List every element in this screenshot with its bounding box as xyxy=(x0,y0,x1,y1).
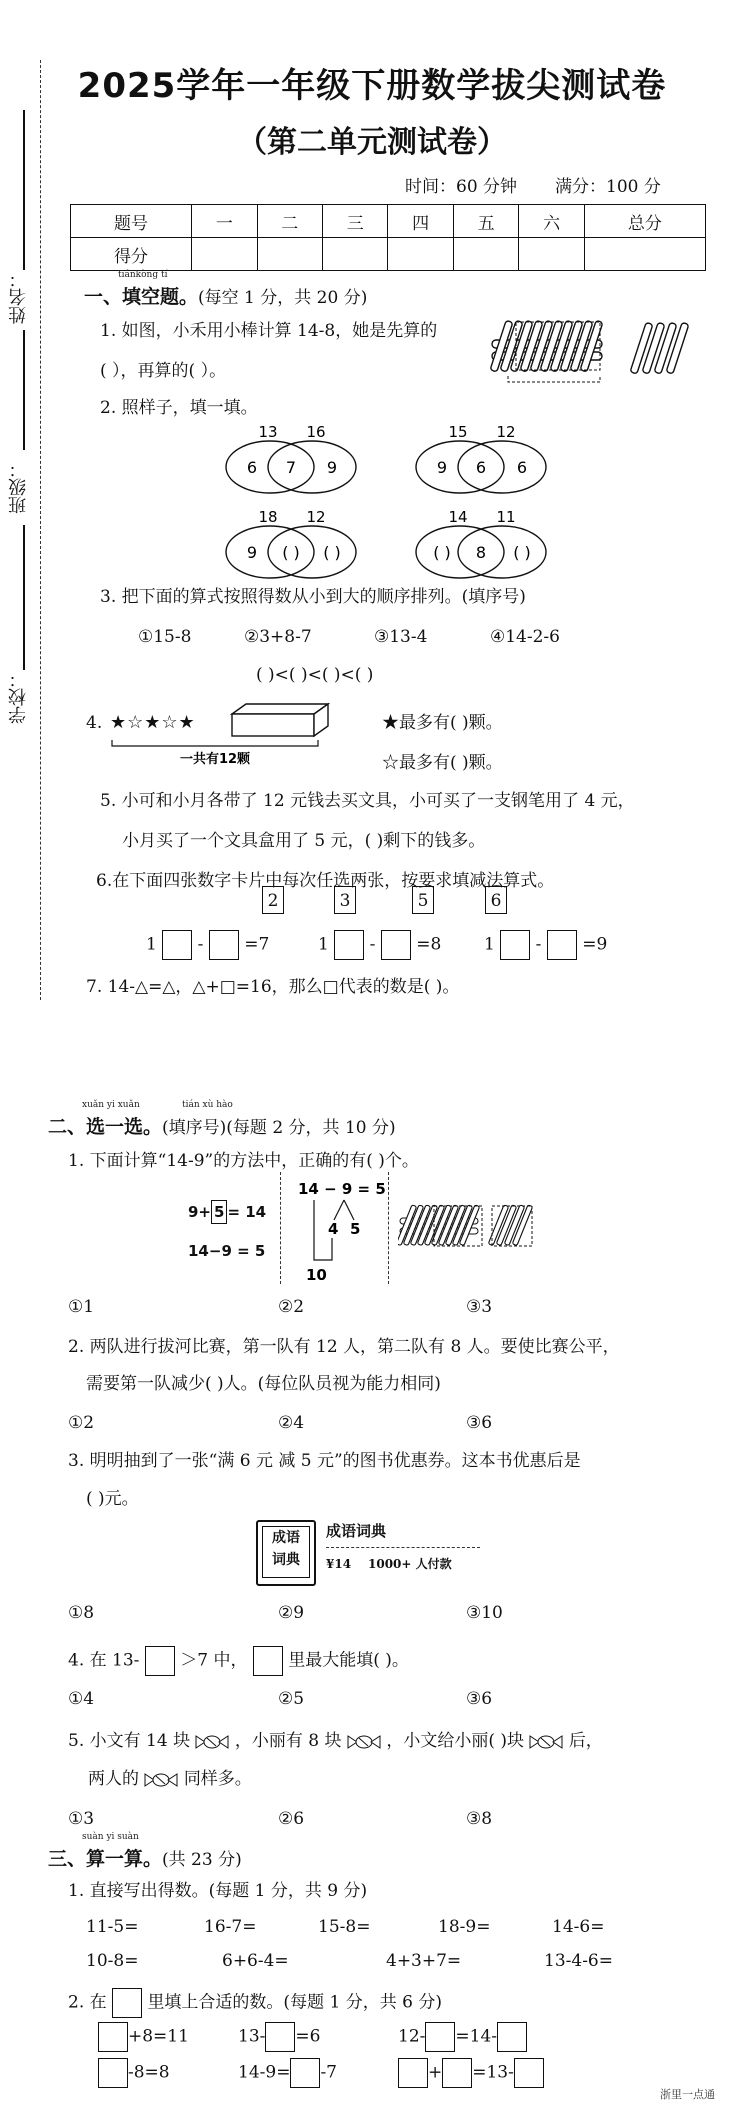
s3-q2-box-sample xyxy=(112,1988,142,2018)
calc-item[interactable]: 14-6= xyxy=(552,1917,605,1937)
score-table-score-row xyxy=(71,238,706,271)
calc-item[interactable]: 11-5= xyxy=(86,1917,139,1937)
q4-bracket xyxy=(110,738,320,768)
q3-item: ②3+8-7 xyxy=(244,627,312,647)
fill-equation xyxy=(98,2058,170,2088)
section1-title xyxy=(84,282,367,309)
eq-text: 12- xyxy=(398,2026,426,2047)
s2-q3-line2: ( )元。 xyxy=(86,1489,139,1509)
q6-blank[interactable] xyxy=(209,930,239,960)
s2-q1-option[interactable]: ①1 xyxy=(68,1297,95,1317)
calc-item[interactable]: 16-7= xyxy=(204,1917,257,1937)
venn-exercise-2 xyxy=(412,510,552,590)
cut-line xyxy=(40,60,41,1000)
q6-result: =9 xyxy=(582,934,608,955)
venn-middle: 8 xyxy=(475,543,487,562)
s2-q4-part: 4. 在 13- xyxy=(68,1650,140,1671)
s3-q2-part: 2. 在 xyxy=(68,1992,107,2013)
s2-q4-option[interactable]: ①4 xyxy=(68,1689,95,1709)
q6-lead: 1 xyxy=(146,934,157,955)
score-entry[interactable] xyxy=(453,238,518,271)
method1-box: 5 xyxy=(211,1200,227,1224)
method2-diagram xyxy=(292,1176,392,1286)
s2-q2-option[interactable]: ③6 xyxy=(466,1413,493,1433)
section2-pinyin-2: tián xù hào xyxy=(182,1100,233,1110)
q6-equation xyxy=(146,930,269,960)
venn-right-blank[interactable]: ( ) xyxy=(513,543,531,562)
method-divider xyxy=(280,1172,281,1284)
fill-box[interactable] xyxy=(442,2058,472,2088)
q2-text: 2. 照样子，填一填。 xyxy=(100,398,258,418)
class-label: 班级： xyxy=(8,460,29,514)
s2-q1-option[interactable]: ③3 xyxy=(466,1297,493,1317)
method2-result: 10 xyxy=(306,1266,327,1284)
star-box-illustration xyxy=(230,700,330,742)
venn-example-1 xyxy=(222,425,362,505)
score-table-header-row xyxy=(71,205,706,238)
s2-q4-box[interactable] xyxy=(145,1646,175,1676)
number-card: 5 xyxy=(412,886,434,914)
bracket xyxy=(508,376,600,382)
fill-box[interactable] xyxy=(425,2022,455,2052)
venn-left: 9 xyxy=(246,543,258,562)
eq-text: +8=11 xyxy=(128,2026,189,2047)
fill-equation xyxy=(98,2022,189,2052)
q1-line2: ( ），再算的( ）。 xyxy=(100,361,227,381)
fill-equation xyxy=(238,2058,337,2088)
book-price: ¥14 xyxy=(326,1557,352,1571)
section3-pinyin: suàn yi suàn xyxy=(82,1832,139,1842)
q6-minus: - xyxy=(535,934,542,955)
s2-q5-option[interactable]: ②6 xyxy=(278,1809,305,1829)
section2-note: (填序号)(每题 2 分，共 10 分) xyxy=(162,1118,396,1138)
s2-q1-option[interactable]: ②2 xyxy=(278,1297,305,1317)
q4-box-label: 一共有12颗 xyxy=(179,752,251,767)
q6-lead: 1 xyxy=(318,934,329,955)
method2-split-a: 4 xyxy=(328,1220,339,1238)
method1-suffix: = 14 xyxy=(227,1203,267,1221)
score-cell: 总分 xyxy=(584,205,705,238)
venn-middle: 7 xyxy=(285,458,297,477)
eq-text: 13- xyxy=(238,2026,266,2047)
fill-equation xyxy=(398,2022,527,2052)
eq-text: =13- xyxy=(472,2062,514,2083)
candy-icon xyxy=(144,1770,178,1790)
fill-box[interactable] xyxy=(98,2058,128,2088)
calc-item[interactable]: 18-9= xyxy=(438,1917,491,1937)
q6-text: 6.在下面四张数字卡片中每次任选两张，按要求填减法算式。 xyxy=(96,871,555,891)
s2-q4-box[interactable] xyxy=(253,1646,283,1676)
section1-note: (每空 1 分，共 20 分) xyxy=(198,288,368,308)
venn-right: 9 xyxy=(326,458,338,477)
s2-q2-option[interactable]: ②4 xyxy=(278,1413,305,1433)
venn-top-left: 15 xyxy=(448,425,468,441)
section2-title xyxy=(48,1112,396,1139)
q6-result: =8 xyxy=(416,934,442,955)
section1-pinyin: tiánkòng tí xyxy=(118,270,168,280)
eq-text: 14-9= xyxy=(238,2062,291,2083)
dictionary-book-icon xyxy=(256,1520,316,1586)
s3-q2-text xyxy=(68,1988,442,2018)
q3-text: 3. 把下面的算式按照得数从小到大的顺序排列。(填序号) xyxy=(100,587,526,607)
s2-q5-part: 5. 小文有 14 块 xyxy=(68,1731,191,1751)
s2-q5-line2 xyxy=(88,1768,252,1790)
s2-q5-part: 后， xyxy=(568,1731,603,1751)
fill-box[interactable] xyxy=(514,2058,544,2088)
method2-split-b: 5 xyxy=(350,1220,361,1238)
score-cell: 三 xyxy=(323,205,388,238)
s2-q4-part: 里最大能填( )。 xyxy=(288,1650,409,1671)
s2-q5-part: ，小丽有 8 块 xyxy=(234,1731,342,1751)
s2-q1-text: 1. 下面计算“14-9”的方法中，正确的有( )个。 xyxy=(68,1151,419,1171)
q6-minus: - xyxy=(197,934,204,955)
score-table xyxy=(70,204,706,271)
score-cell: 六 xyxy=(519,205,584,238)
q6-blank[interactable] xyxy=(334,930,364,960)
q3-answer-blank[interactable]: ( )<( )<( )<( ) xyxy=(256,665,374,685)
s3-q2-part: 里填上合适的数。(每题 1 分，共 6 分) xyxy=(147,1992,442,2013)
s2-q3-option[interactable]: ①8 xyxy=(68,1603,95,1623)
calc-item[interactable]: 6+6-4= xyxy=(222,1951,289,1971)
s2-q3-option[interactable]: ③10 xyxy=(466,1603,503,1623)
section2-pinyin-1: xuǎn yi xuǎn xyxy=(82,1100,140,1110)
s2-q5-part: 同样多。 xyxy=(183,1769,252,1789)
fill-box[interactable] xyxy=(265,2022,295,2052)
q5-line1: 5. 小可和小月各带了 12 元钱去买文具，小可买了一支钢笔用了 4 元， xyxy=(100,791,635,811)
q1-line1: 1. 如图，小禾用小棒计算 14-8，她是先算的 xyxy=(100,321,438,341)
venn-top-right: 11 xyxy=(496,510,516,526)
venn-left: 9 xyxy=(436,458,448,477)
s2-q5-option[interactable]: ①3 xyxy=(68,1809,95,1829)
sticks-illustration xyxy=(488,318,728,388)
method-divider xyxy=(388,1172,389,1284)
venn-right: 6 xyxy=(516,458,528,477)
q3-item: ③13-4 xyxy=(374,627,428,647)
number-card: 3 xyxy=(334,886,356,914)
s2-q5-part: 两人的 xyxy=(88,1769,139,1789)
score-cell: 一 xyxy=(192,205,257,238)
eq-text: =6 xyxy=(295,2026,321,2047)
s2-q5-line1 xyxy=(68,1730,603,1752)
venn-left-blank[interactable]: ( ) xyxy=(433,543,451,562)
q6-blank[interactable] xyxy=(162,930,192,960)
calc-item[interactable]: 13-4-6= xyxy=(544,1951,613,1971)
section3-note: (共 23 分) xyxy=(162,1850,242,1870)
eq-text: -7 xyxy=(320,2062,337,2083)
s2-q5-part: ，小文给小丽( )块 xyxy=(386,1731,524,1751)
venn-top-left: 18 xyxy=(258,510,278,526)
q4-number: 4. xyxy=(86,713,103,733)
score-entry[interactable] xyxy=(192,238,257,271)
score-cell: 四 xyxy=(388,205,453,238)
q6-equation xyxy=(484,930,607,960)
section3-title xyxy=(48,1844,242,1871)
venn-exercise-1 xyxy=(222,510,362,590)
eq-text: -8=8 xyxy=(128,2062,170,2083)
s3-q1-text: 1. 直接写出得数。(每题 1 分，共 9 分) xyxy=(68,1881,368,1901)
score-entry[interactable] xyxy=(257,238,322,271)
time-info: 时间：60 分钟 xyxy=(405,177,518,197)
section2-heading: 二、选一选。 xyxy=(48,1116,163,1138)
q3-item: ①15-8 xyxy=(138,627,192,647)
score-row-label: 得分 xyxy=(71,238,192,271)
score-entry[interactable] xyxy=(519,238,584,271)
q4-answer-a[interactable]: ★最多有( )颗。 xyxy=(382,713,503,733)
venn-top-right: 16 xyxy=(306,425,326,441)
q6-blank[interactable] xyxy=(381,930,411,960)
page-subtitle: （第二单元测试卷） xyxy=(237,125,507,160)
venn-right-blank[interactable]: ( ) xyxy=(323,543,341,562)
dictionary-cover xyxy=(262,1526,310,1578)
candy-icon xyxy=(529,1732,563,1752)
q6-lead: 1 xyxy=(484,934,495,955)
watermark: 浙里一点通 xyxy=(660,2088,715,2101)
page-title: 2025学年一年级下册数学拔尖测试卷 xyxy=(77,66,667,106)
full-score-info: 满分：100 分 xyxy=(555,177,661,197)
venn-example-2 xyxy=(412,425,552,505)
school-label: 学校： xyxy=(8,670,29,724)
fill-equation xyxy=(398,2058,544,2088)
s2-q5-option[interactable]: ③8 xyxy=(466,1809,493,1829)
venn-middle-blank[interactable]: ( ) xyxy=(282,543,300,562)
score-cell: 二 xyxy=(257,205,322,238)
venn-middle: 6 xyxy=(475,458,487,477)
score-entry[interactable] xyxy=(323,238,388,271)
number-card: 6 xyxy=(485,886,507,914)
method3-sticks xyxy=(398,1200,548,1250)
s2-q3-option[interactable]: ②9 xyxy=(278,1603,305,1623)
score-cell: 题号 xyxy=(71,205,192,238)
method1-line1 xyxy=(188,1200,266,1224)
q4-answer-b[interactable]: ☆最多有( )颗。 xyxy=(382,753,503,773)
score-cell: 五 xyxy=(453,205,518,238)
q6-result: =7 xyxy=(244,934,270,955)
name-label: 姓名： xyxy=(8,270,29,324)
q5-line2: 小月买了一个文具盒用了 5 元，( )剩下的钱多。 xyxy=(122,831,486,851)
method1-prefix: 9+ xyxy=(188,1203,212,1221)
candy-icon xyxy=(347,1732,381,1752)
venn-top-left: 13 xyxy=(258,425,278,441)
class-underline xyxy=(23,330,25,450)
fill-box[interactable] xyxy=(497,2022,527,2052)
score-entry[interactable] xyxy=(388,238,453,271)
section3-heading: 三、算一算。 xyxy=(48,1848,163,1870)
calc-item[interactable]: 10-8= xyxy=(86,1951,139,1971)
venn-left: 6 xyxy=(246,458,258,477)
s2-q2-line1: 2. 两队进行拔河比赛，第一队有 12 人，第二队有 8 人。要使比赛公平， xyxy=(68,1337,620,1357)
venn-top-left: 14 xyxy=(448,510,468,526)
candy-icon xyxy=(195,1732,229,1752)
venn-top-right: 12 xyxy=(496,425,516,441)
s2-q4-text xyxy=(68,1646,409,1676)
q4-stars: ★☆★☆★ xyxy=(110,712,196,733)
eq-text: + xyxy=(428,2062,443,2083)
q6-minus: - xyxy=(369,934,376,955)
s2-q4-option[interactable]: ③6 xyxy=(466,1689,493,1709)
fill-equation xyxy=(238,2022,320,2052)
book-cover-text: 词典 xyxy=(272,1552,300,1568)
method2-equation: 14 − 9 = 5 xyxy=(298,1180,386,1198)
book-divider xyxy=(326,1547,480,1548)
q6-equation xyxy=(318,930,441,960)
q6-blank[interactable] xyxy=(500,930,530,960)
fill-box[interactable] xyxy=(98,2022,128,2052)
s2-q3-line1: 3. 明明抽到了一张“满 6 元 减 5 元”的图书优惠券。这本书优惠后是 xyxy=(68,1451,581,1471)
method1-line2: 14−9 = 5 xyxy=(188,1242,266,1260)
q3-item: ④14-2-6 xyxy=(490,627,560,647)
fill-box[interactable] xyxy=(290,2058,320,2088)
s2-q2-option[interactable]: ①2 xyxy=(68,1413,95,1433)
venn-top-right: 12 xyxy=(306,510,326,526)
s2-q4-part: ＞7 中， xyxy=(180,1650,248,1671)
number-card: 2 xyxy=(262,886,284,914)
book-sales: 1000+ 人付款 xyxy=(368,1557,452,1571)
s2-q2-line2: 需要第一队减少( )人。(每位队员视为能力相同) xyxy=(86,1374,441,1394)
loose-sticks xyxy=(630,322,689,374)
school-underline xyxy=(23,525,25,670)
q7-text: 7. 14-△=△，△+□=16，那么□代表的数是( )。 xyxy=(86,977,460,997)
section1-heading: 一、填空题。 xyxy=(84,286,199,308)
fill-box[interactable] xyxy=(398,2058,428,2088)
s2-q4-option[interactable]: ②5 xyxy=(278,1689,305,1709)
score-entry[interactable] xyxy=(584,238,705,271)
eq-text: =14- xyxy=(455,2026,498,2047)
calc-item[interactable]: 4+3+7= xyxy=(386,1951,462,1971)
calc-item[interactable]: 15-8= xyxy=(318,1917,371,1937)
q6-blank[interactable] xyxy=(547,930,577,960)
book-title: 成语词典 xyxy=(326,1522,387,1540)
book-cover-text: 成语 xyxy=(272,1530,300,1546)
